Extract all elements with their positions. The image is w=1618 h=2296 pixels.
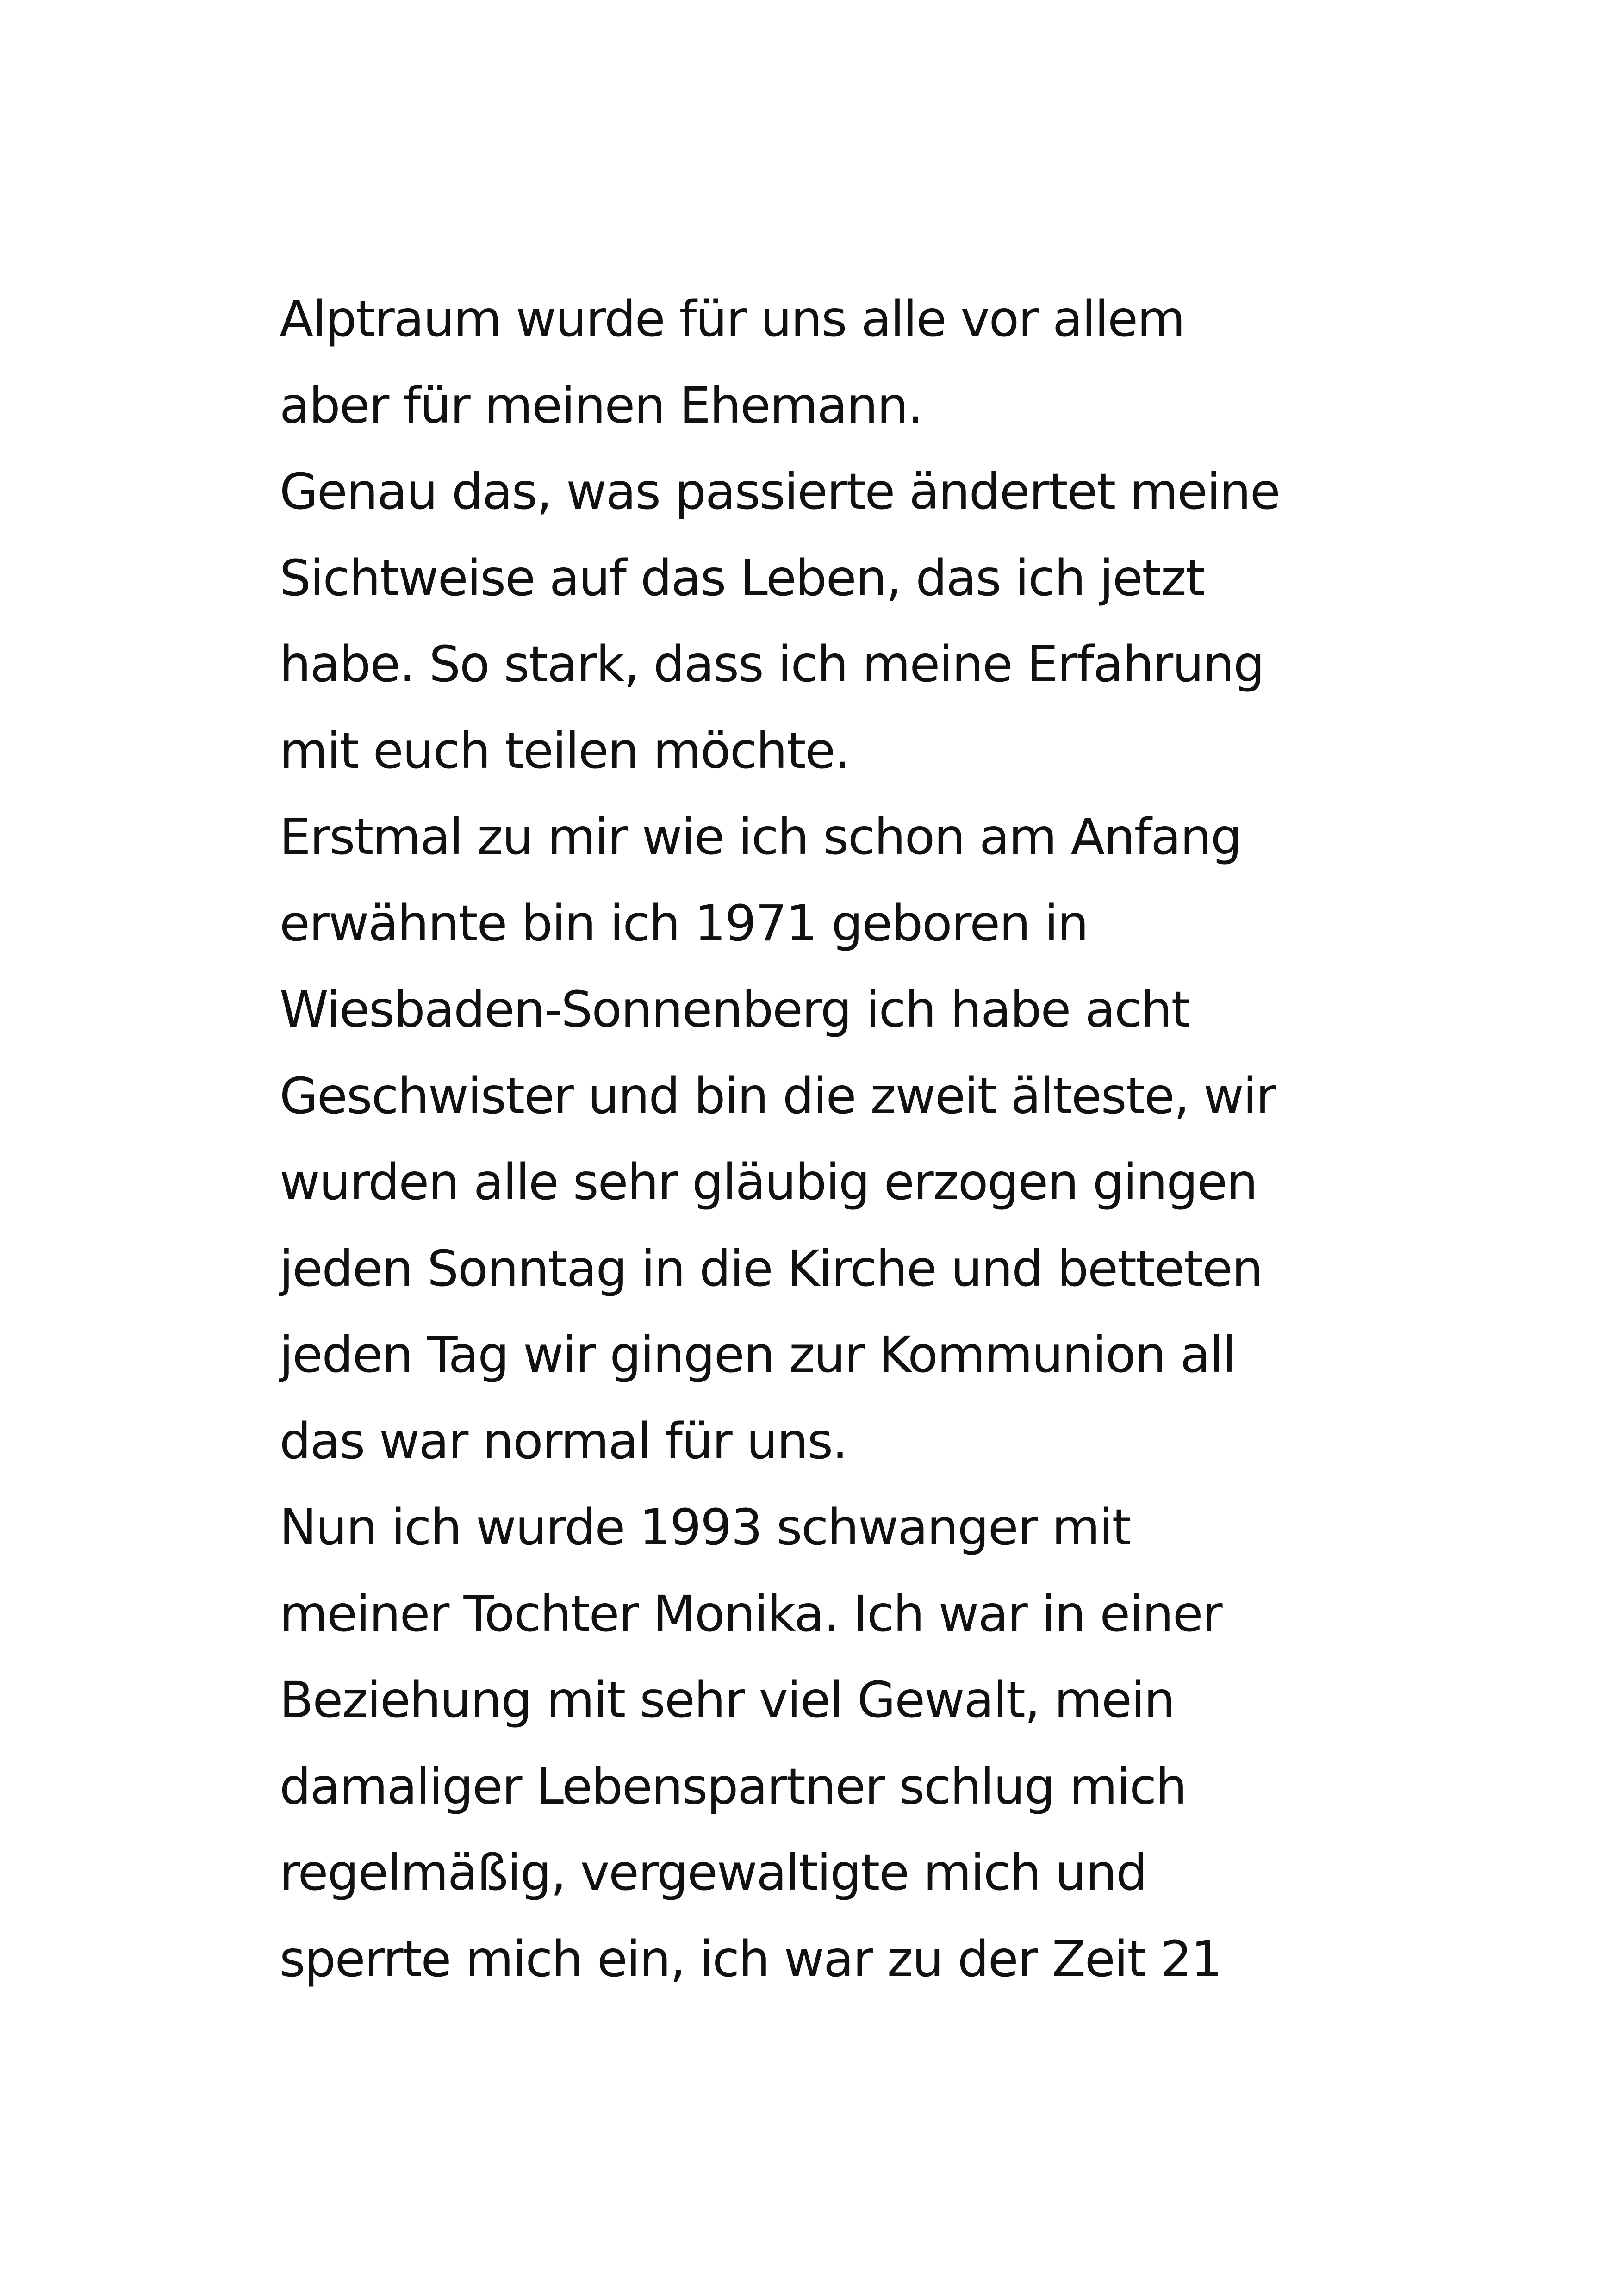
text-line: jeden Tag wir gingen zur Kommunion all bbox=[280, 1326, 1235, 1384]
text-line: aber für meinen Ehemann. bbox=[280, 377, 922, 435]
text-line: damaliger Lebenspartner schlug mich bbox=[280, 1758, 1186, 1816]
text-line: wurden alle sehr gläubig erzogen gingen bbox=[280, 1154, 1257, 1211]
text-line: jeden Sonntag in die Kirche und betteten bbox=[280, 1240, 1263, 1298]
text-line: das war normal für uns. bbox=[280, 1412, 847, 1470]
text-line: Geschwister und bin die zweit älteste, wir bbox=[280, 1067, 1276, 1125]
text-line: mit euch teilen möchte. bbox=[280, 722, 850, 780]
text-line: Sichtweise auf das Leben, das ich jetzt bbox=[280, 549, 1204, 607]
text-line: Nun ich wurde 1993 schwanger mit bbox=[280, 1499, 1131, 1556]
text-line: Beziehung mit sehr viel Gewalt, mein bbox=[280, 1672, 1175, 1729]
text-line: Genau das, was passierte ändertet meine bbox=[280, 463, 1280, 521]
body-text bbox=[280, 276, 1390, 2003]
text-line: Erstmal zu mir wie ich schon am Anfang bbox=[280, 809, 1241, 866]
text-line: Wiesbaden-Sonnenberg ich habe acht bbox=[280, 981, 1190, 1039]
text-line: sperrte mich ein, ich war zu der Zeit 21 bbox=[280, 1930, 1222, 1988]
text-line: regelmäßig, vergewaltigte mich und bbox=[280, 1844, 1147, 1902]
text-line: erwähnte bin ich 1971 geboren in bbox=[280, 895, 1088, 952]
text-line: Alptraum wurde für uns alle vor allem bbox=[280, 291, 1185, 348]
text-line: habe. So stark, dass ich meine Erfahrung bbox=[280, 636, 1264, 693]
text-line: meiner Tochter Monika. Ich war in einer bbox=[280, 1585, 1222, 1643]
